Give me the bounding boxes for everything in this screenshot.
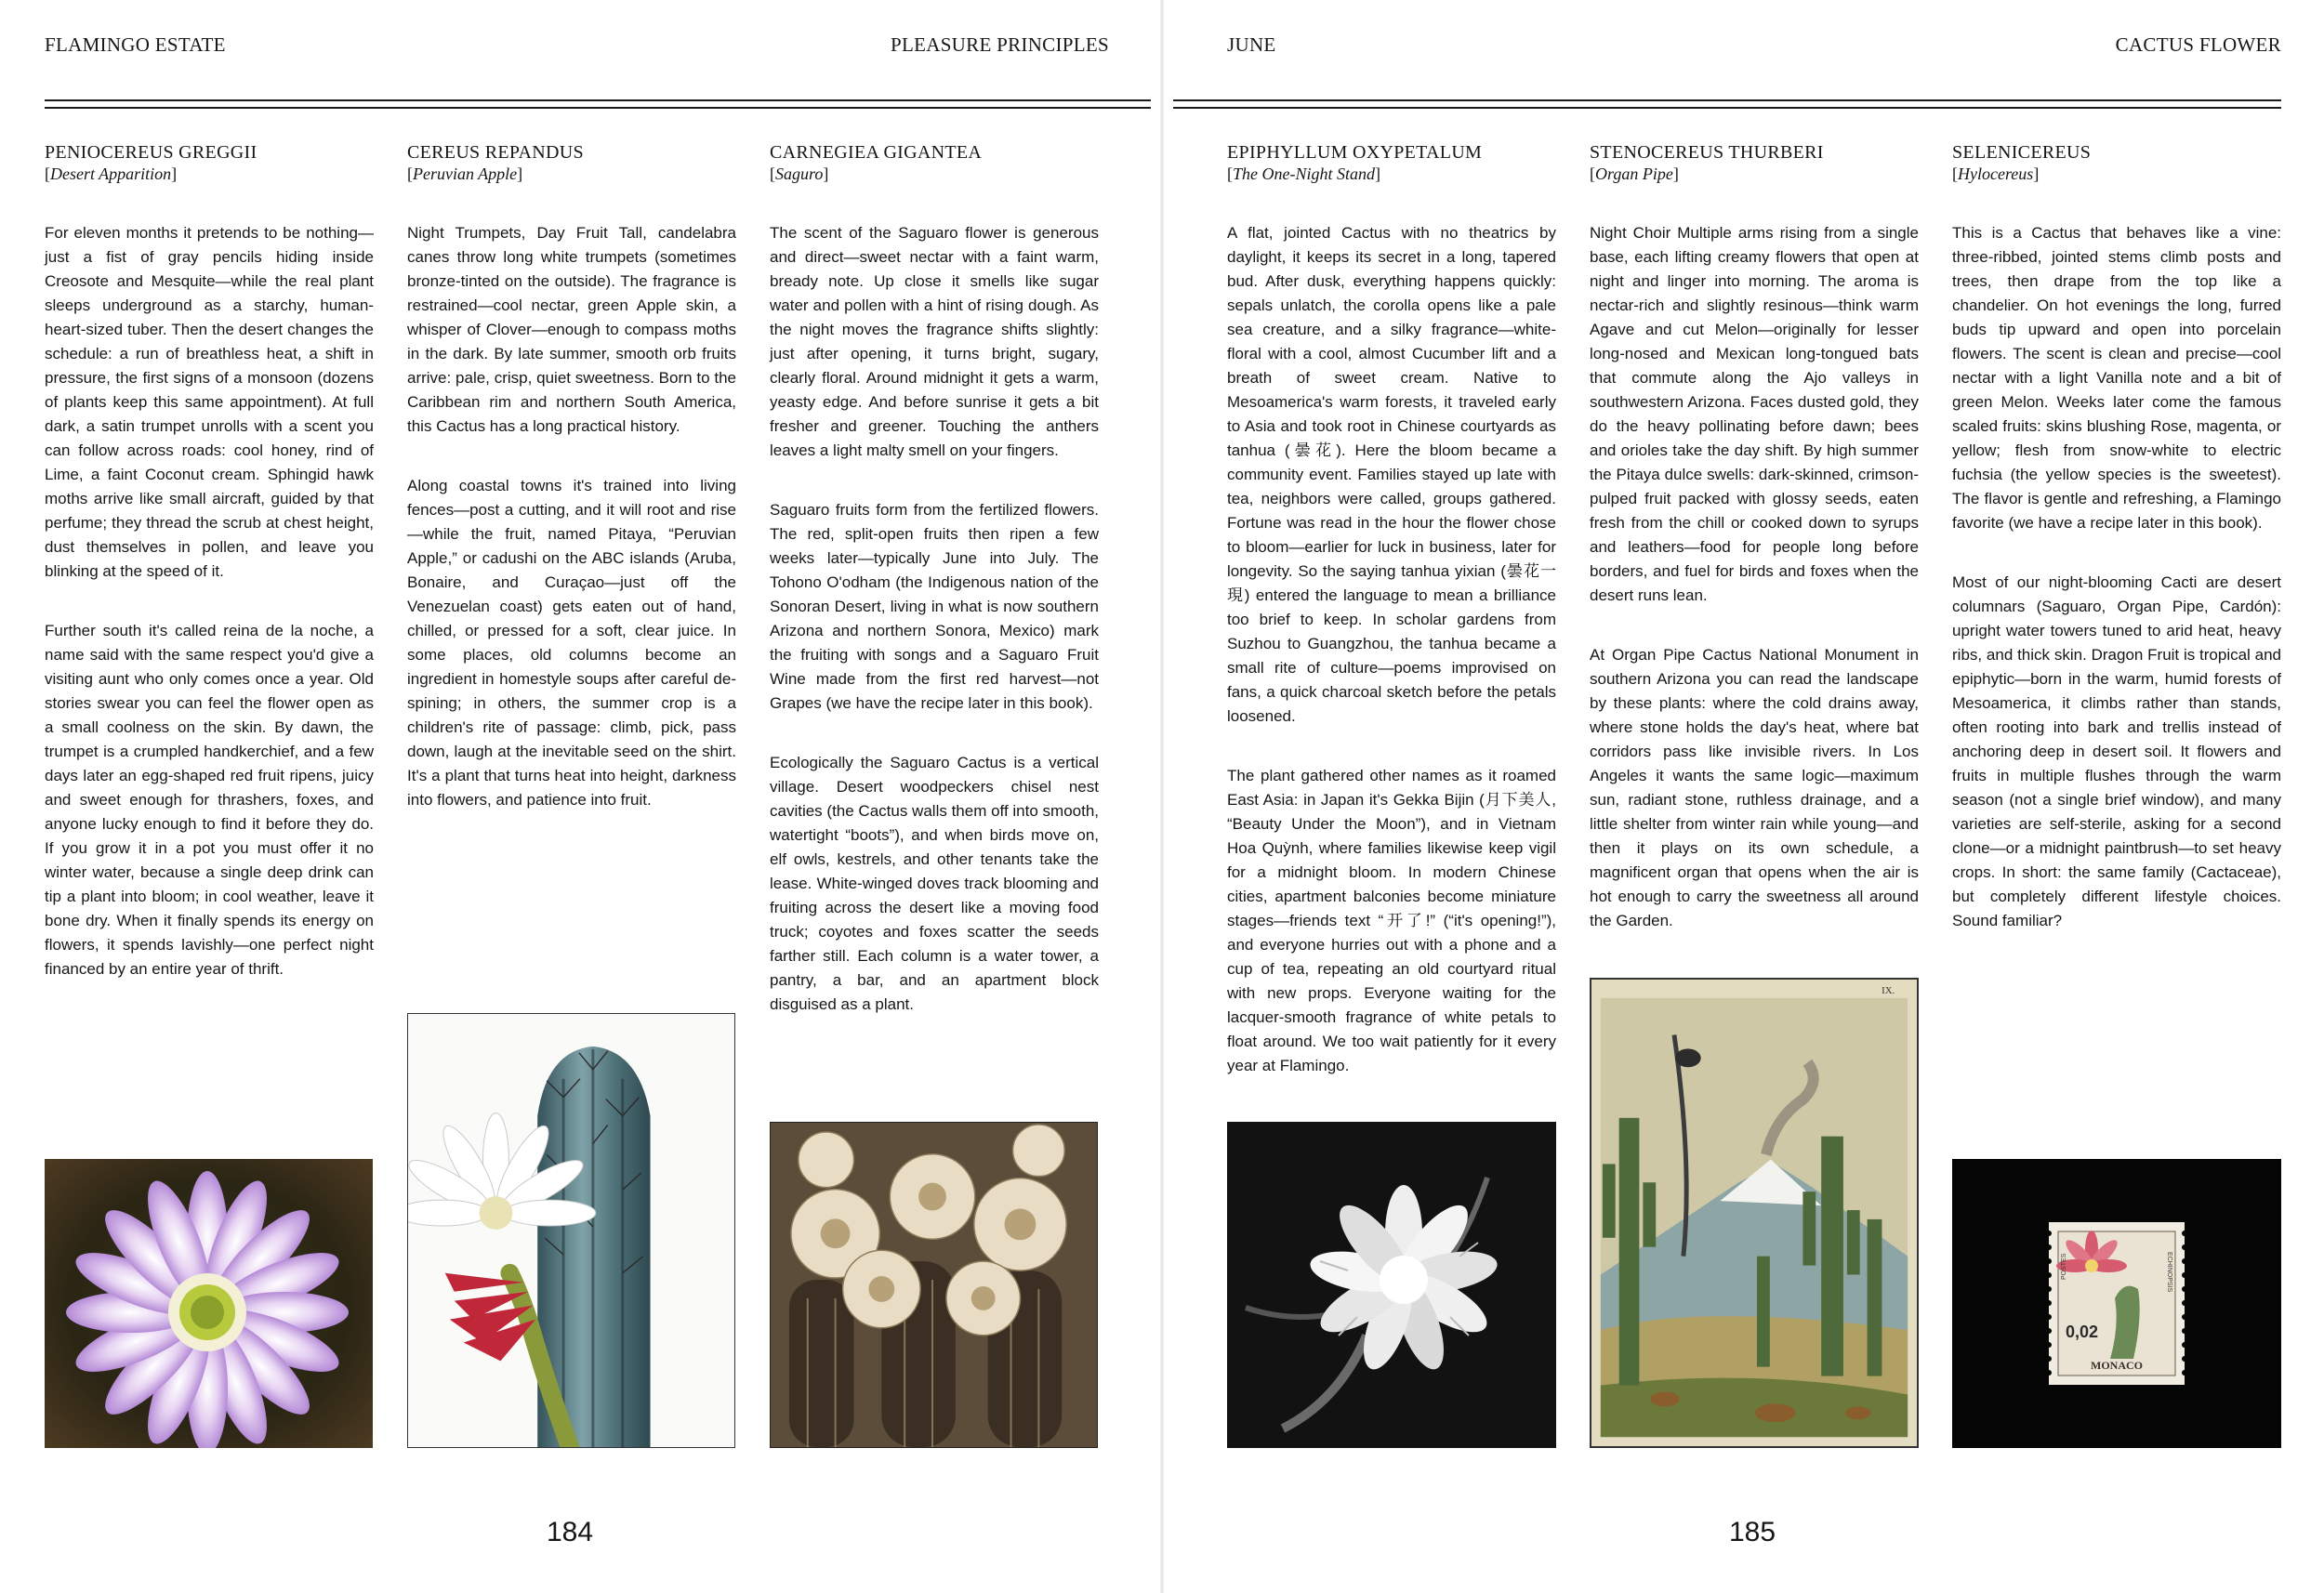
body-paragraph: Further south it's called reina de la noche, a name said with the same respect you'd give a visiting aunt who only comes once a year. Old stories swear you can feel the flower open as a small coolness on the skin. By dawn, the trumpet is a crumpled handkerchief, and a few days later an egg-shaped red fruit ripens, juicy and sweet enough for thrashers, foxes, and anyone lucky enough to find it before they do. If you grow it in a pot you must offer it no winter water, because a single deep drink can tip a plant into bloom; in cool weather, leave it bone dry. When it finally spends its energy on flowers, it spends lavishly—one perfect night financed by an entire year of thrift. <box>45 622 374 978</box>
column-body <box>1590 221 1919 968</box>
header-rule-top-left <box>45 99 1151 101</box>
scientific-name: CEREUS REPANDUS <box>407 142 584 163</box>
stamp-species: ECHINOPSIS <box>2166 1252 2172 1293</box>
page-number-left: 184 <box>547 1517 594 1547</box>
column-body <box>407 221 736 848</box>
common-name: [Organ Pipe] <box>1590 165 1679 183</box>
column-body <box>1227 221 1556 1113</box>
species-column-stenocereus <box>1590 141 1919 929</box>
page-gutter <box>1160 0 1164 1593</box>
body-paragraph: Night Trumpets, Day Fruit Tall, candelabra canes throw long white trumpets (sometimes bronze-tinted on the outside). The fragrance is restrained—cool nectar, green Apple skin, a whisper of Clover—enough to compass moths in the dark. By late summer, smooth orb fruits arrive: pale, crisp, quiet sweetness. Born to the Caribbean rim and northern South America, this Cactus has a long practical history. <box>407 224 736 435</box>
scientific-name: SELENICEREUS <box>1952 142 2092 163</box>
column-body <box>1952 221 2281 968</box>
scientific-name: EPIPHYLLUM OXYPETALUM <box>1227 142 1483 163</box>
body-paragraph: A flat, jointed Cactus with no theatrics by daylight, it keeps its secret in a long, tapered bud. After dusk, everything happens quickly: sepals unlatch, the corolla opens like a pale sea creature, and a silky fragrance—white-floral with a cool, almost Cucumber lift and a breath of sweet cream. Native to Mesoamerica's warm forests, it traveled early to Asia and took root in Chinese courtyards as tanhua (曇花). Here the bloom became a community event. Families stayed up late with tea, neighbors were called, groups gathered. Fortune was read in the hour the flower chose to bloom—earlier for luck in business, later for longevity. So the saying tanhua yixian (曇花一現) entered the language to mean a brilliance too brief to keep. In scholar gardens from Suzhou to Guangzhou, the tanhua became a small rite of culture—poems improvised on fans, a quick charcoal sketch before the petals loosened. <box>1227 224 1556 725</box>
body-paragraph: For eleven months it pretends to be nothing—just a fist of gray pencils hiding inside Creosote and Mesquite—while the real plant sleeps underground as a starchy, human-heart-sized tuber. Then the desert changes the schedule: a run of breathless heat, a shift in pressure, the first signs of a monsoon (dozens of plants keep this same appointment). At full dark, a satin trumpet unrolls with a scent you can follow across roads: cool honey, rind of Lime, a faint Coconut cream. Sphingid hawk moths arrive like small aircraft, guided by that perfume; they thread the scrub at chest height, dust themselves in pollen, and leave you blinking at the speed of it. <box>45 224 374 580</box>
illustration-organ-pipe-landscape <box>1590 978 1919 1448</box>
scientific-name: CARNEGIEA GIGANTEA <box>770 142 983 163</box>
column-body <box>45 221 374 1017</box>
common-name: [Hylocereus] <box>1952 165 2040 183</box>
scientific-name: PENIOCEREUS GREGGII <box>45 142 257 163</box>
header-rule-bottom-right <box>1173 107 2281 109</box>
body-paragraph: This is a Cactus that behaves like a vine: three-ribbed, jointed stems climb posts and trees, then drape from the top like a chandelier. On hot evenings the long, furred buds tip upward and open into porcelain flowers. The scent is clean and precise—cool nectar with a light Vanilla note and a bit of green Melon. Weeks later come the famous scaled fruits: skins blushing Rose, magenta, or yellow; flesh from snow-white to electric fuchsia (the yellow species is the sweetest). The flavor is gentle and refreshing, a Flamingo favorite (we have a recipe later in this book). <box>1952 224 2281 532</box>
photo-peniocereus-flower <box>45 1159 373 1448</box>
body-paragraph: Most of our night-blooming Cacti are desert columnars (Saguaro, Organ Pipe, Cardón): upright water towers tuned to arid heat, heavy ribs, and thick skin. Dragon Fruit is tropical and epiphytic—born in the warm, humid forests of Mesoamerica, it climbs rather than stands, often rooting into bark and trellis instead of anchoring deep in desert soil. It flowers and fruits in multiple flushes through the warm season (not a single brief window), and many varieties are self-sterile, asking for a second clone—or a midnight paintbrush—to set heavy crops. In short: the same family (Cactaceae), but completely different lifestyle choices. Sound familiar? <box>1952 573 2281 929</box>
illustration-cereus-cactus <box>407 1013 735 1448</box>
running-head-topic: CACTUS FLOWER <box>2115 33 2281 56</box>
species-column-carnegiea <box>770 141 1100 1013</box>
common-name: [Saguro] <box>770 165 829 183</box>
body-paragraph: The plant gathered other names as it roamed East Asia: in Japan it's Gekka Bijin (月下美人, “Beauty Under the Moon”), and in Vietnam Hoa Quỳnh, where families likewise keep vigil for a midnight bloom. In modern Chinese cities, apartment balconies become miniature stages—friends text “开了!” (“it's opening!”), and everyone hurries out with a phone and a cup of tea, repeating an old courtyard ritual with new props. Everyone waiting for the lacquer-smooth fragrance of white petals to float around. We too wait patiently for it every year at Flamingo. <box>1227 767 1556 1074</box>
body-paragraph: At Organ Pipe Cactus National Monument in southern Arizona you can read the landscape by these plants: where the cold drains away, where stone holds the day's heat, where bat corridors pass like invisible rivers. In Los Angeles it wants the same logic—maximum sun, radiant stone, ruthless drainage, and a little shelter from winter rain while young—and then it plays on its own schedule, a magnificent organ that opens when the air is hot enough to carry the sweetness all around the Garden. <box>1590 646 1919 929</box>
scientific-name: STENOCEREUS THURBERI <box>1590 142 1824 163</box>
common-name: [Peruvian Apple] <box>407 165 523 183</box>
species-column-epiphyllum <box>1227 141 1556 1074</box>
stamp-side-text: POSTES <box>2061 1253 2067 1280</box>
header-rule-top-right <box>1173 99 2281 101</box>
common-name: [Desert Apparition] <box>45 165 178 183</box>
running-head-section: PLEASURE PRINCIPLES <box>891 33 1109 56</box>
species-column-cereus <box>407 141 736 809</box>
photo-epiphyllum-flower <box>1227 1122 1556 1448</box>
header-rule-bottom-left <box>45 107 1151 109</box>
stamp-country: MONACO <box>2091 1359 2143 1372</box>
body-paragraph: The scent of the Saguaro flower is generous and direct—sweet nectar with a faint warm, bready note. Up close it smells like sugar water and pollen with a hint of rising dough. As the night moves the fragrance shifts slightly: just after opening, it turns bright, sugary, clearly floral. Around midnight it gets a warm, yeasty edge. And before sunrise it gets a bit fresher and greener. Touching the anthers leaves a light malty smell on your fingers. <box>770 224 1099 459</box>
photo-monaco-stamp <box>1952 1159 2281 1448</box>
species-column-peniocereus <box>45 141 374 978</box>
page-number-right: 185 <box>1729 1517 1776 1547</box>
plate-number: IX. <box>1882 984 1895 996</box>
running-head-month: JUNE <box>1227 33 1276 56</box>
stamp-value: 0,02 <box>2066 1323 2099 1341</box>
body-paragraph: Night Choir Multiple arms rising from a single base, each lifting creamy flowers that open at night and linger into morning. The aroma is nectar-rich and slightly resinous—think warm Agave and cut Melon—originally for lesser long-nosed and Mexican long-tongued bats that commute along the Ajo valleys in southwestern Arizona. Faces dusted gold, they do the heavy pollinating before dawn; bees and orioles take the day shift. By high summer the Pitaya dulce swells: dark-skinned, crimson-pulped fruit packed with glossy seeds, eaten fresh from the chill or cooked down to syrups and leathers—food for people long before borders, and fuel for birds and foxes when the desert runs lean. <box>1590 224 1919 604</box>
photo-saguaro-flowers <box>770 1122 1098 1448</box>
body-paragraph: Saguaro fruits form from the fertilized flowers. The red, split-open fruits then ripen a few weeks later—typically June into July. The Tohono O'odham (the Indigenous nation of the Sonoran Desert, living in what is now southern Arizona and northern Sonora, Mexico) mark the fruiting with songs and a Saguaro Fruit Wine made from the first red harvest—not Grapes (we have the recipe later in this book). <box>770 501 1099 712</box>
common-name: [The One-Night Stand] <box>1227 165 1380 183</box>
species-column-selenicereus <box>1952 141 2281 929</box>
column-body <box>770 221 1099 1052</box>
body-paragraph: Along coastal towns it's trained into living fences—post a cutting, and it will root and rise—while the fruit, named Pitaya, “Peruvian Apple,” or cadushi on the ABC islands (Aruba, Bonaire, and Curaçao—just off the Venezuelan coast) gets eaten out of hand, chilled, or pressed for a soft, clear juice. In some places, old columns become an ingredient in homestyle soups after careful de-spining; in others, the summer crop is a children's rite of passage: climb, pick, pass down, laugh at the inevitable seed on the shirt. It's a plant that turns heat into height, darkness into flowers, and patience into fruit. <box>407 477 736 809</box>
running-head-brand: FLAMINGO ESTATE <box>45 33 226 56</box>
body-paragraph: Ecologically the Saguaro Cactus is a vertical village. Desert woodpeckers chisel nest cavities (the Cactus walls them off into smooth, watertight “boots”), and when birds move on, elf owls, kestrels, and other tenants take the lease. White-winged doves track blooming and fruiting across the desert like a moving food truck; coyotes and foxes scatter the seeds farther still. Each column is a water tower, a pantry, a bar, and an apartment block disguised as a plant. <box>770 754 1100 1013</box>
